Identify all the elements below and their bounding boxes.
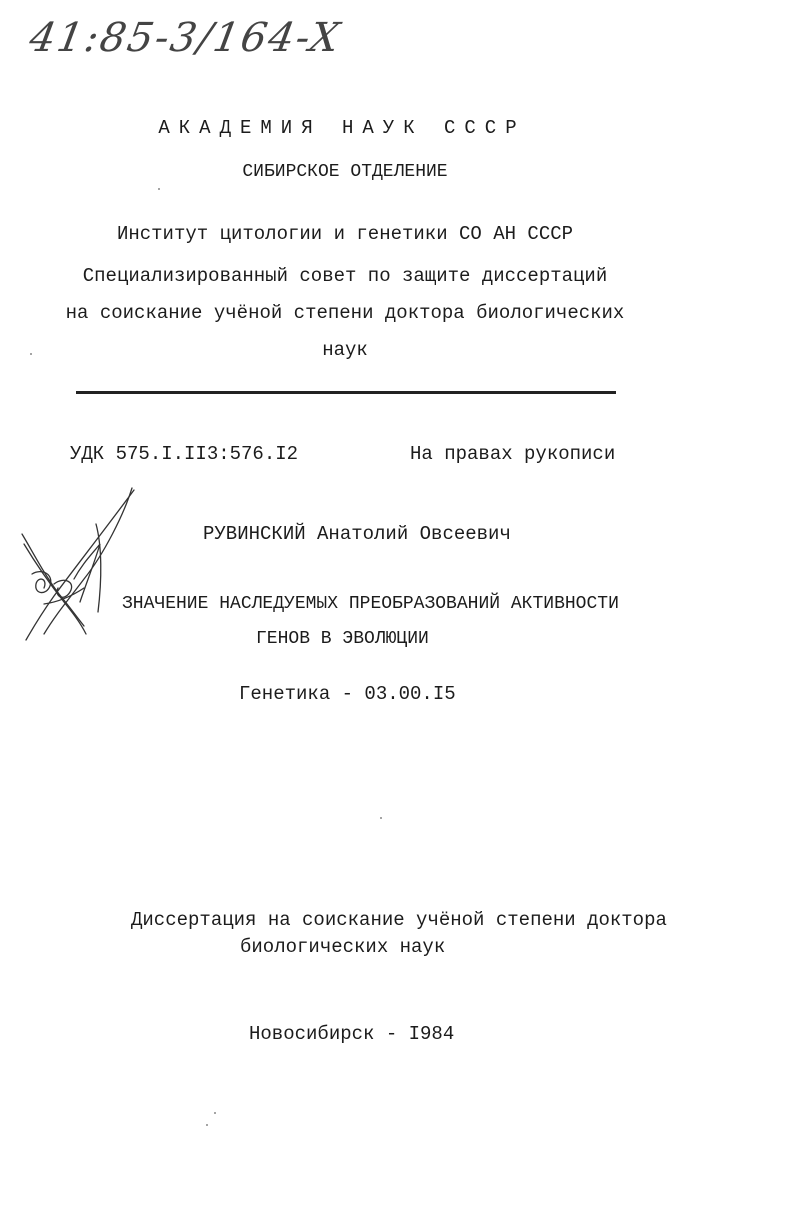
thesis-title-line-2: ГЕНОВ В ЭВОЛЮЦИИ [256, 629, 429, 649]
place-and-year: Новосибирск - I984 [249, 1023, 455, 1045]
branch-name: СИБИРСКОЕ ОТДЕЛЕНИЕ [242, 162, 448, 182]
archive-mark-handwritten: 41:85-3/164-X [25, 15, 345, 61]
paper-speck [158, 188, 160, 190]
council-line-2: на соискание учёной степени доктора биологических [65, 302, 625, 324]
paper-speck [206, 1124, 208, 1126]
council-line-3: наук [322, 339, 368, 361]
paper-speck [30, 353, 32, 355]
paper-speck [380, 817, 382, 819]
institute-name: Институт цитологии и генетики СО АН СССР [116, 223, 574, 245]
specialty-code: Генетика - 03.00.I5 [239, 683, 456, 705]
degree-line-2: биологических наук [240, 936, 446, 958]
paper-speck [214, 1112, 216, 1114]
manuscript-rights: На правах рукописи [410, 443, 616, 465]
udk-code: УДК 575.I.II3:576.I2 [70, 443, 299, 465]
thesis-title-line-1: ЗНАЧЕНИЕ НАСЛЕДУЕМЫХ ПРЕОБРАЗОВАНИЙ АКТИВНОСТИ [122, 594, 619, 614]
header-divider [76, 391, 616, 394]
degree-line-1: Диссертация на соискание учёной степени доктора [131, 909, 667, 931]
academy-name: АКАДЕМИЯ НАУК СССР [158, 117, 526, 139]
council-line-1: Специализированный совет по защите диссертаций [82, 265, 608, 287]
signature-scribble [14, 484, 144, 654]
author-name: РУВИНСКИЙ Анатолий Овсеевич [203, 523, 511, 545]
